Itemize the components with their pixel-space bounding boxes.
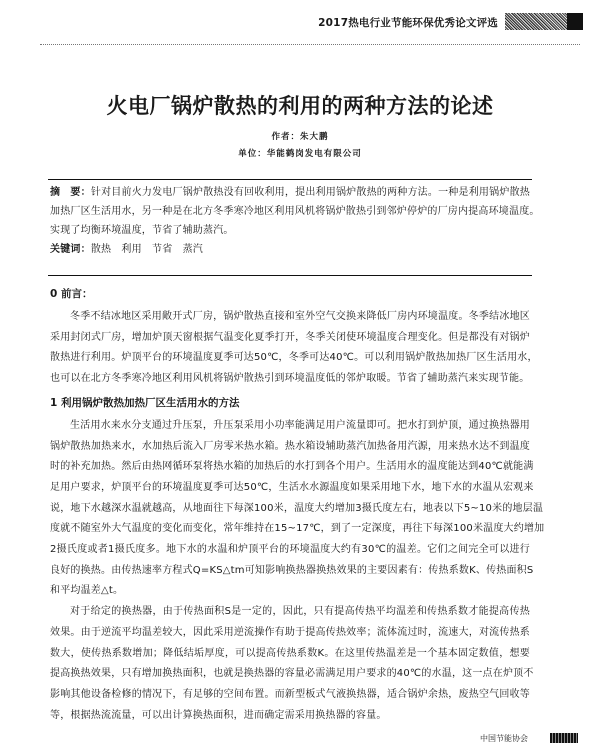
keywords-label: 关键词： xyxy=(50,244,91,255)
running-header-title: 2017热电行业节能环保优秀论文评选 xyxy=(318,17,498,29)
affiliation: 单位：华能鹤岗发电有限公司 xyxy=(238,149,362,159)
paragraph-line: 冬季不结冰地区采用敞开式厂房，锅炉散热直接和室外空气交换来降低厂房内环境温度。冬季结冰地区 xyxy=(70,311,530,322)
keywords: 散热 利用 节省 蒸汽 xyxy=(90,244,204,255)
abstract-bottom-rule xyxy=(48,275,532,276)
paragraph-line: 对于给定的换热器，由于传热面积S是一定的，因此，只有提高传热平均温差和传热系数才能提高传热 xyxy=(70,606,530,618)
paragraph-line: 时的补充加热。然后由热网循环泵将热水箱的加热后的水打到各个用户。生活用水的温度能达到40℃就能满 xyxy=(50,461,534,473)
paragraph-line: 生活用水来水分支通过升压泵，升压泵采用小功率能满足用户流量即可。把水打到炉顶，通过换热器用 xyxy=(70,419,530,431)
footer-text: 中国节能协会 xyxy=(480,734,528,743)
footer-logo xyxy=(550,733,578,743)
paragraph-line: 说，地下水越深水温就越高，从地面往下每深100米，温度大约增加3摄氏度左右，地表以下5~10米的地层温 xyxy=(50,502,544,514)
paragraph-line: 效果。由于逆流平均温差较大，因此采用逆流操作有助于提高传热效率；流体流过时，流速大，对流传热系 xyxy=(50,626,530,638)
abstract-label: 摘 要： xyxy=(50,187,91,198)
abstract-line: 摘 要：针对目前火力发电厂锅炉散热没有回收利用，提出利用锅炉散热的两种方法。一种是利用锅炉散热 xyxy=(50,187,530,198)
paragraph-line: 和平均温差△t。 xyxy=(50,585,124,597)
paragraph-line: 数大，使传热系数增加；降低结垢厚度，可以提高传热系数K。在这里传热温差是一个基本固定数值，想要 xyxy=(50,647,530,659)
paragraph-line: 影响其他设备检修的情况下，有足够的空间布置。而新型板式气液换热器，适合锅炉余热，废热空气回收等 xyxy=(50,688,530,700)
paragraph-line: 散热进行利用。炉顶平台的环境温度夏季可达50℃，冬季可达40℃。可以利用锅炉散热加热厂区生活用水， xyxy=(50,352,538,364)
paragraph-line: 等，根据热流流量，可以出计算换热面积，进而确定需采用换热器的容量。 xyxy=(50,709,387,721)
header-decoration xyxy=(505,13,583,30)
abstract-line: 实现了均衡环境温度，节省了辅助蒸汽。 xyxy=(50,225,234,236)
header-divider xyxy=(40,44,580,45)
paragraph-line: 足用户要求，炉顶平台的环境温度夏季可达50℃，生活水水源温度如果采用地下水，地下水的水温从宏观来 xyxy=(50,481,534,493)
paragraph-line: 2摄氏度或者1摄氏度多。地下水的水温和炉顶平台的环境温度大约有30℃的温差。它们之间完全可以进行 xyxy=(50,544,530,555)
section-heading: 0 前言： xyxy=(50,288,93,300)
section-heading: 1 利用锅炉散热加热厂区生活用水的方法 xyxy=(50,396,240,409)
abstract-top-rule xyxy=(48,179,532,180)
paragraph-line: 也可以在北方冬季寒冷地区利用风机将锅炉散热引到环境温度低的邻炉取暖。节省了辅助蒸汽来实现节能。 xyxy=(50,373,530,385)
author: 作者：朱大鹏 xyxy=(271,132,329,142)
article-title: 火电厂锅炉散热的利用的两种方法的论述 xyxy=(106,93,494,118)
paragraph-line: 采用封闭式厂房，增加炉顶天窗根据气温变化夏季打开，冬季关闭使环境温度合理变化。但是都没有对锅炉 xyxy=(50,331,530,343)
abstract-line: 加热厂区生活用水，另一种是在北方冬季寒冷地区利用风机将锅炉散热引到邻炉停炉的厂房内提高环境温度。 xyxy=(50,206,540,217)
paragraph-line: 提高换热效果，只有增加换热面积，也就是换热器的容量必需满足用户要求的40℃的水温，这一点在炉顶不 xyxy=(50,668,534,680)
paragraph-line: 度就不随室外大气温度的变化而变化，常年维持在15~17℃，到了一定深度，再往下每深100米温度大约增加 xyxy=(50,523,545,535)
keywords-line xyxy=(50,243,530,257)
paragraph-line: 锅炉散热加热来水，水加热后流入厂房零米热水箱。热水箱设辅助蒸汽加热备用汽源，用来热水达不到温度 xyxy=(50,440,530,452)
paragraph-line: 良好的换热。由传热速率方程式Q=KS△tm可知影响换热器换热效果的主要因素有：传热系数K、传热面积S xyxy=(50,564,534,576)
